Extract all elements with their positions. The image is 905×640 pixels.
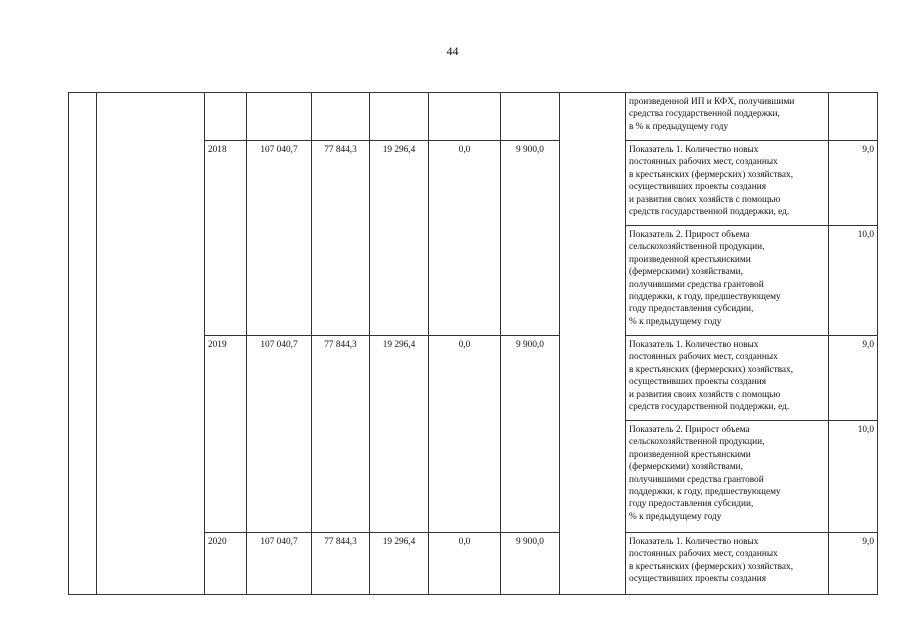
blank-cell [560, 93, 626, 595]
year-cell: 2020 [205, 533, 247, 595]
indicator-value: 9,0 [829, 533, 878, 595]
indicator-value: 10,0 [829, 226, 878, 336]
year-cell: 2019 [205, 336, 247, 533]
amount-cell: 0,0 [429, 336, 501, 533]
blank-cell [501, 93, 560, 141]
amount-cell: 0,0 [429, 533, 501, 595]
budget-table [68, 92, 878, 595]
total-cell: 107 040,7 [247, 533, 312, 595]
indicator-text: Показатель 2. Прирост объема сельскохозяйственной продукции, произведенной крестьянскими (фермерскими) хозяйствами, получившими средства грантовой поддержки, к году, предшествующему году предоставления субсидии, % к предыдущему году [626, 226, 829, 336]
amount-cell: 77 844,3 [312, 141, 370, 336]
year-cell: 2018 [205, 141, 247, 336]
indicator-text: Показатель 1. Количество новых постоянных рабочих мест, созданных в крестьянских (фермерских) хозяйствах, осуществивших проекты создания и развития своих хозяйств с помощью средств государственной поддержки, ед. [626, 141, 829, 226]
indicator-text: Показатель 1. Количество новых постоянных рабочих мест, созданных в крестьянских (фермерских) хозяйствах, осуществивших проекты создания [626, 533, 829, 595]
table-row [69, 93, 878, 141]
blank-cell [312, 93, 370, 141]
indicator-text: произведенной ИП и КФХ, получившими средства государственной поддержки, в % к предыдущему году [626, 93, 829, 141]
total-cell: 107 040,7 [247, 141, 312, 336]
blank-cell [69, 93, 97, 595]
indicator-text: Показатель 1. Количество новых постоянных рабочих мест, созданных в крестьянских (фермерских) хозяйствах, осуществивших проекты создания и развития своих хозяйств с помощью средств государственной поддержки, ед. [626, 336, 829, 421]
amount-cell: 19 296,4 [370, 141, 429, 336]
indicator-value: 10,0 [829, 421, 878, 533]
amount-cell: 0,0 [429, 141, 501, 336]
blank-cell [429, 93, 501, 141]
page-number: 44 [446, 44, 459, 58]
amount-cell: 9 900,0 [501, 336, 560, 533]
amount-cell: 19 296,4 [370, 533, 429, 595]
indicator-value: 9,0 [829, 336, 878, 421]
blank-cell [205, 93, 247, 141]
amount-cell: 19 296,4 [370, 336, 429, 533]
amount-cell: 77 844,3 [312, 336, 370, 533]
blank-cell [370, 93, 429, 141]
indicator-value: 9,0 [829, 141, 878, 226]
blank-cell [97, 93, 205, 595]
total-cell: 107 040,7 [247, 336, 312, 533]
amount-cell: 9 900,0 [501, 141, 560, 336]
blank-cell [247, 93, 312, 141]
indicator-text: Показатель 2. Прирост объема сельскохозяйственной продукции, произведенной крестьянскими (фермерскими) хозяйствами, получившими средства грантовой поддержки, к году, предшествующему году предоставления субсидии, % к предыдущему году [626, 421, 829, 533]
amount-cell: 77 844,3 [312, 533, 370, 595]
blank-cell [829, 93, 878, 141]
amount-cell: 9 900,0 [501, 533, 560, 595]
